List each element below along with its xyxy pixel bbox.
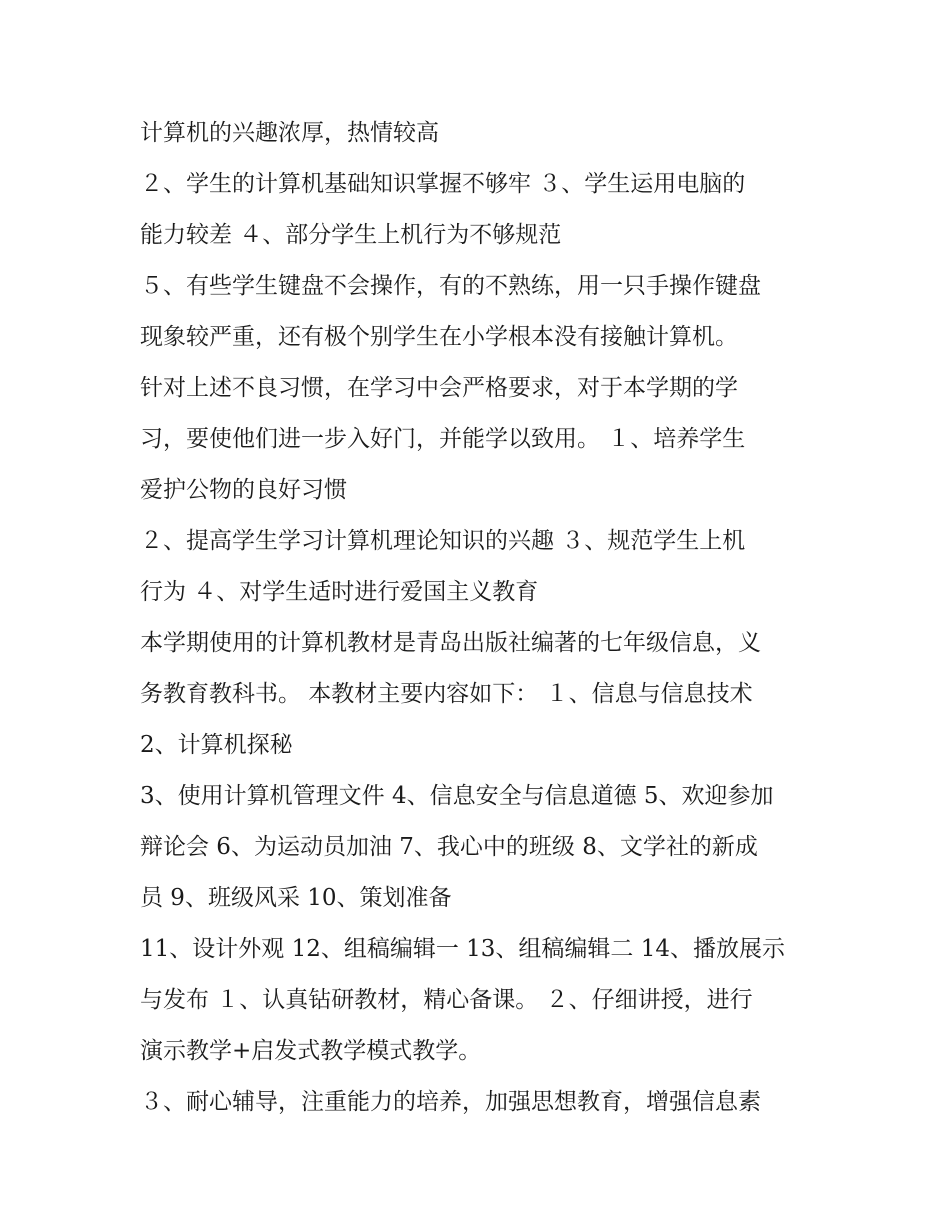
text-line: 11、设计外观 12、组稿编辑一 13、组稿编辑二 14、播放展示	[140, 936, 785, 962]
text-line: 3、使用计算机管理文件 4、信息安全与信息道德 5、欢迎参加	[140, 783, 774, 809]
text-line: ２、提高学生学习计算机理论知识的兴趣 ３、规范学生上机	[140, 528, 746, 554]
text-line: 计算机的兴趣浓厚，热情较高	[140, 120, 439, 146]
text-line: 行为 ４、对学生适时进行爱国主义教育	[140, 579, 539, 605]
text-line: 与发布 １、认真钻研教材，精心备课。 ２、仔细讲授，进行	[140, 987, 753, 1013]
text-line: ２、学生的计算机基础知识掌握不够牢 ３、学生运用电脑的	[140, 171, 746, 197]
text-line: 爱护公物的良好习惯	[140, 477, 347, 503]
document-body	[140, 108, 830, 1128]
text-line: 现象较严重，还有极个别学生在小学根本没有接触计算机。	[140, 324, 738, 350]
text-line: 员 9、班级风采 10、策划准备	[140, 885, 452, 911]
text-line: 针对上述不良习惯，在学习中会严格要求，对于本学期的学	[140, 375, 738, 401]
text-line: 能力较差 ４、部分学生上机行为不够规范	[140, 222, 562, 248]
text-line: 习，要使他们进一步入好门，并能学以致用。 １、培养学生	[140, 426, 746, 452]
text-line: 辩论会 6、为运动员加油 7、我心中的班级 8、文学社的新成	[140, 834, 758, 860]
text-line: 务教育教科书。 本教材主要内容如下： １、信息与信息技术	[140, 681, 753, 707]
text-line: 演示教学+启发式教学模式教学。	[140, 1038, 482, 1064]
text-line: ３、耐心辅导，注重能力的培养，加强思想教育，增强信息素	[140, 1089, 761, 1115]
text-line: 本学期使用的计算机教材是青岛出版社编著的七年级信息，义	[140, 630, 761, 656]
text-line: ５、有些学生键盘不会操作，有的不熟练，用一只手操作键盘	[140, 273, 761, 299]
text-line: 2、计算机探秘	[140, 732, 293, 758]
